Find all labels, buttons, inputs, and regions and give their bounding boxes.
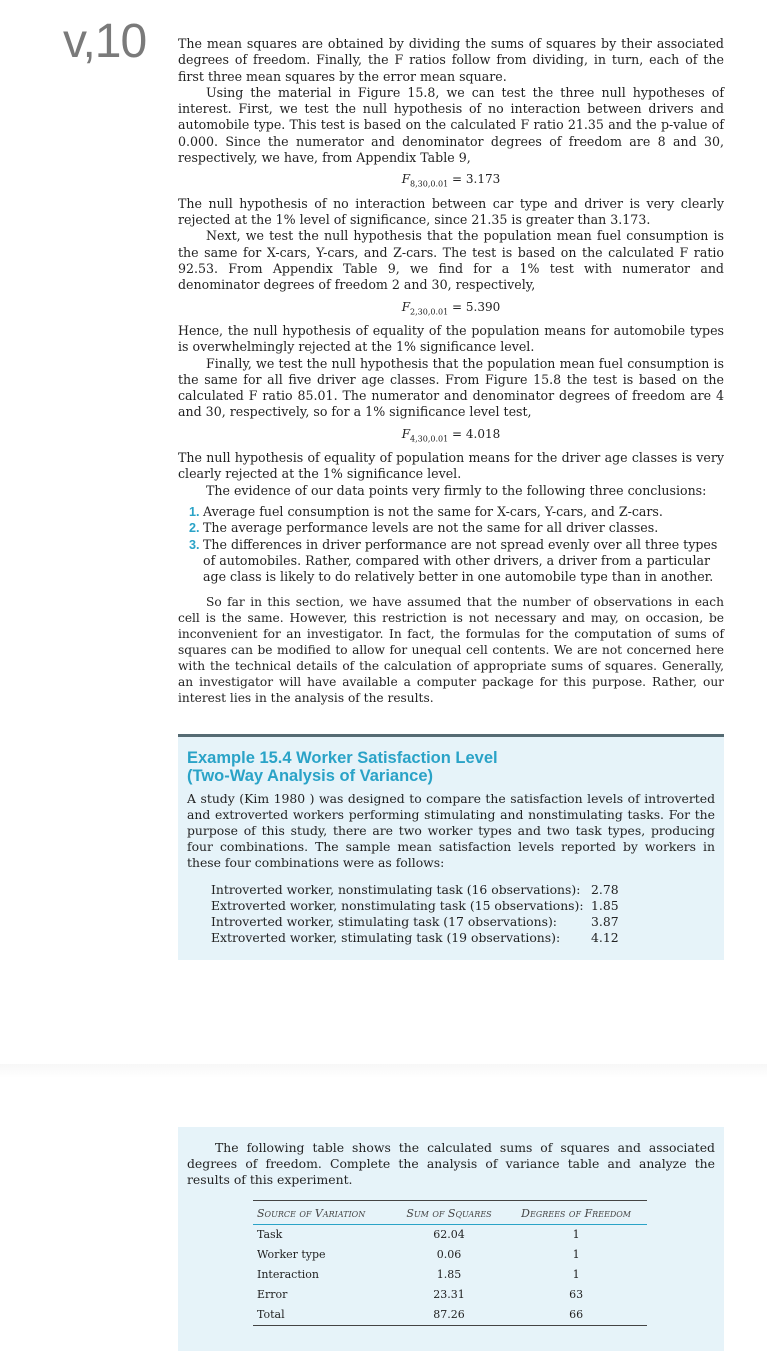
table-row: Total 87.26 66 [253,1305,647,1326]
list-item: Extroverted worker, nonstimulating task (15 observations): 1.85 [211,898,619,913]
paragraph-4: Next, we test the null hypothesis that the population mean fuel consumption is the same for X-cars, Y-cars, and Z-cars. The test is based on the calculated F ratio 92.53. From Appendix Table 9, we find for a 1% test with numerator and denominator degrees of freedom 2 and 30, respectively, [178,228,724,293]
table-header: Degrees of Freedom [505,1201,647,1225]
equation-1: $F_{8,30,0.01} = 3.173$ [401,172,501,189]
table-header: Source of Variation [253,1201,393,1225]
example-continuation-box [178,1127,724,1351]
table-header: Sum of Squares [393,1201,505,1225]
table-row: Error 23.31 63 [257,1288,584,1301]
paragraph-2: Using the material in Figure 15.8, we can test the three null hypotheses of interest. First, we test the null hypothesis of no interaction between drivers and automobile type. This test is based on the calculated F ratio 21.35 and the p-value of 0.000. Since the numerator and denominator degrees of freedom are 8 and 30, respectively, we have, from Appendix Table 9, [178,84,724,166]
page-label: v,10 [63,15,147,68]
list-item: 2. The average performance levels are not the same for all driver classes. [203,520,724,536]
conclusions-list [178,504,724,585]
table-row: Worker type 0.06 1 [257,1248,580,1261]
list-item: 1. Average fuel consumption is not the same for X-cars, Y-cars, and Z-cars. [203,504,724,520]
list-item: 3. The differences in driver performance are not spread evenly over all three types of automobiles. Rather, compared with other drivers, a driver from a particular age class is likely to do relatively better in one automobile type than in another. [203,537,724,586]
anova-table [253,1200,647,1326]
means-list [211,882,715,946]
paragraph-5: Hence, the null hypothesis of equality of the population means for automobile types is overwhelmingly rejected at the 1% significance level. [178,322,724,355]
continuation-body: The following table shows the calculated sums of squares and associated degrees of freedom. Complete the analysis of variance table and analyze the results of this experiment. [187,1140,715,1187]
paragraph-7: The null hypothesis of equality of population means for the driver age classes is very clearly rejected at the 1% significance level. [178,450,724,482]
list-item: Introverted worker, nonstimulating task (16 observations): 2.78 [211,882,619,897]
paragraph-8: The evidence of our data points very firmly to the following three conclusions: [206,482,707,498]
table-row: Task 62.04 1 [257,1228,580,1241]
list-item: Introverted worker, stimulating task (17 observations): 3.87 [211,914,619,929]
example-body: A study (Kim 1980 ) was designed to compare the satisfaction levels of introverted and extroverted workers performing stimulating and nonstimulating tasks. For the purpose of this study, there are two worker types and two task types, producing four combinations. The sample mean satisfaction levels reported by workers in these four combinations were as follows: [187,791,715,870]
paragraph-3: The null hypothesis of no interaction between car type and driver is very clearly rejected at the 1% level of significance, since 21.35 is greater than 3.173. [178,195,724,228]
list-item: Extroverted worker, stimulating task (19 observations): 4.12 [211,930,619,945]
equation-3: $F_{4,30,0.01} = 4.018$ [401,426,501,444]
equation-2: $F_{2,30,0.01} = 5.390$ [401,299,501,316]
main-text-column [178,36,724,706]
example-title: Example 15.4 Worker Satisfaction Level (Two-Way Analysis of Variance) [187,749,498,785]
paragraph-6: Finally, we test the null hypothesis that the population mean fuel consumption is the same for all five driver age classes. From Figure 15.8 the test is based on the calculated F ratio 85.01. The numerator and denominator degrees of freedom are 4 and 30, respectively, so for a 1% significance level test, [178,355,724,420]
paragraph-1: The mean squares are obtained by dividing the sums of squares by their associated degrees of freedom. Finally, the F ratios follow from dividing, in turn, each of the first three mean squares by the error mean square. [178,36,724,84]
page-break-shadow [0,1064,767,1078]
table-row: Interaction 1.85 1 [257,1268,580,1281]
example-box [178,734,724,960]
paragraph-9: So far in this section, we have assumed that the number of observations in each cell is the same. However, this restriction is not necessary and may, on occasion, be inconvenient for an investigator. In fact, the formulas for the computation of sums of squares can be modified to allow for unequal cell contents. We are not concerned here with the technical details of the calculation of appropriate sums of squares. Generally, an investigator will have available a computer package for this purpose. Rather, our interest lies in the analysis of the results. [178,595,724,706]
